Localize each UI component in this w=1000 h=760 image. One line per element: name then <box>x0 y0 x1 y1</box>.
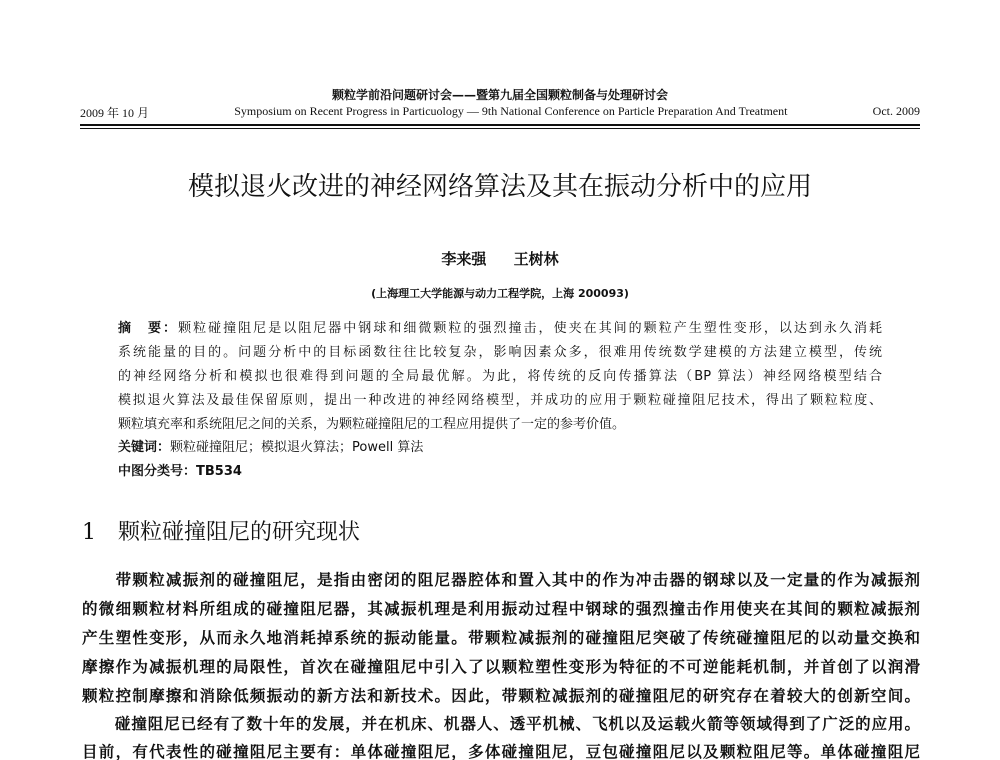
affiliation: (上海理工大学能源与动力工程学院，上海 200093) <box>371 287 629 300</box>
keywords-value: 颗粒碰撞阻尼；模拟退火算法；Powell 算法 <box>170 440 424 455</box>
body-line: 颗粒控制摩擦和消除低频振动的新方法和新技术。因此，带颗粒减振剂的碰撞阻尼的研究存在着较大的创新空间。 <box>82 686 920 705</box>
header-date-cn: 2009 年 10 月 <box>80 106 150 120</box>
paper-title: 模拟退火改进的神经网络算法及其在振动分析中的应用 <box>187 172 812 202</box>
abstract-line: 模拟退火算法及最佳保留原则，提出一种改进的神经网络模型，并成功的应用于颗粒碰撞阻尼技术，得出了颗粒粒度、 <box>118 393 882 408</box>
body-line: 带颗粒减振剂的碰撞阻尼，是指由密闭的阻尼器腔体和置入其中的作为冲击器的钢球以及一定量的作为减振剂 <box>82 570 920 589</box>
abstract-line: 系统能量的目的。问题分析中的目标函数往往比较复杂，影响因素众多，很难用传统数学建模的方法建立模型，传统 <box>118 345 882 360</box>
classification-value: TB534 <box>196 464 242 479</box>
classification-label: 中图分类号： <box>118 464 197 479</box>
abstract-line: 颗粒填充率和系统阻尼之间的关系，为颗粒碰撞阻尼的工程应用提供了一定的参考价值。 <box>118 417 626 432</box>
body-line: 碰撞阻尼已经有了数十年的发展，并在机床、机器人、透平机械、飞机以及运载火箭等领域得到了广泛的应用。 <box>82 714 920 733</box>
running-header-cn: 颗粒学前沿问题研讨会——暨第九届全国颗粒制备与处理研讨会 <box>331 88 668 102</box>
abstract-line: 摘 要：颗粒碰撞阻尼是以阻尼器中钢球和细微颗粒的强烈撞击，使夹在其间的颗粒产生塑性变形，以达到永久消耗 <box>118 321 882 336</box>
section-heading: 1 颗粒碰撞阻尼的研究现状 <box>82 520 360 545</box>
classification <box>118 460 882 479</box>
abstract-line: 的神经网络分析和模拟也很难得到问题的全局最优解。为此，将传统的反向传播算法（BP 算法）神经网络模型结合 <box>118 369 882 384</box>
body-line: 产生塑性变形，从而永久地消耗掉系统的振动能量。带颗粒减振剂的碰撞阻尼突破了传统碰撞阻尼的以动量交换和 <box>82 628 920 647</box>
header-rule-top <box>80 124 920 126</box>
header-rule-bottom <box>80 128 920 129</box>
body-line: 的微细颗粒材料所组成的碰撞阻尼器，其减振机理是利用振动过程中钢球的强烈撞击作用使夹在其间的颗粒减振剂 <box>82 599 920 618</box>
header-conference-en: Symposium on Recent Progress in Particuology — 9th National Conference on Particle Preparation And Treatment <box>234 104 788 118</box>
running-header-en <box>80 104 920 121</box>
body-line: 摩擦作为减振机理的局限性，首次在碰撞阻尼中引入了以颗粒塑性变形为特征的不可逆能耗机制，并首创了以润滑 <box>82 657 920 676</box>
abstract-label: 摘 要： <box>118 321 179 336</box>
authors: 李来强 王树林 <box>441 250 559 268</box>
header-date-en: Oct. 2009 <box>872 104 920 118</box>
keywords-label: 关键词： <box>118 440 171 455</box>
keywords <box>118 436 882 455</box>
body-line: 目前，有代表性的碰撞阻尼主要有：单体碰撞阻尼，多体碰撞阻尼，豆包碰撞阻尼以及颗粒阻尼等。单体碰撞阻尼 <box>82 742 920 760</box>
